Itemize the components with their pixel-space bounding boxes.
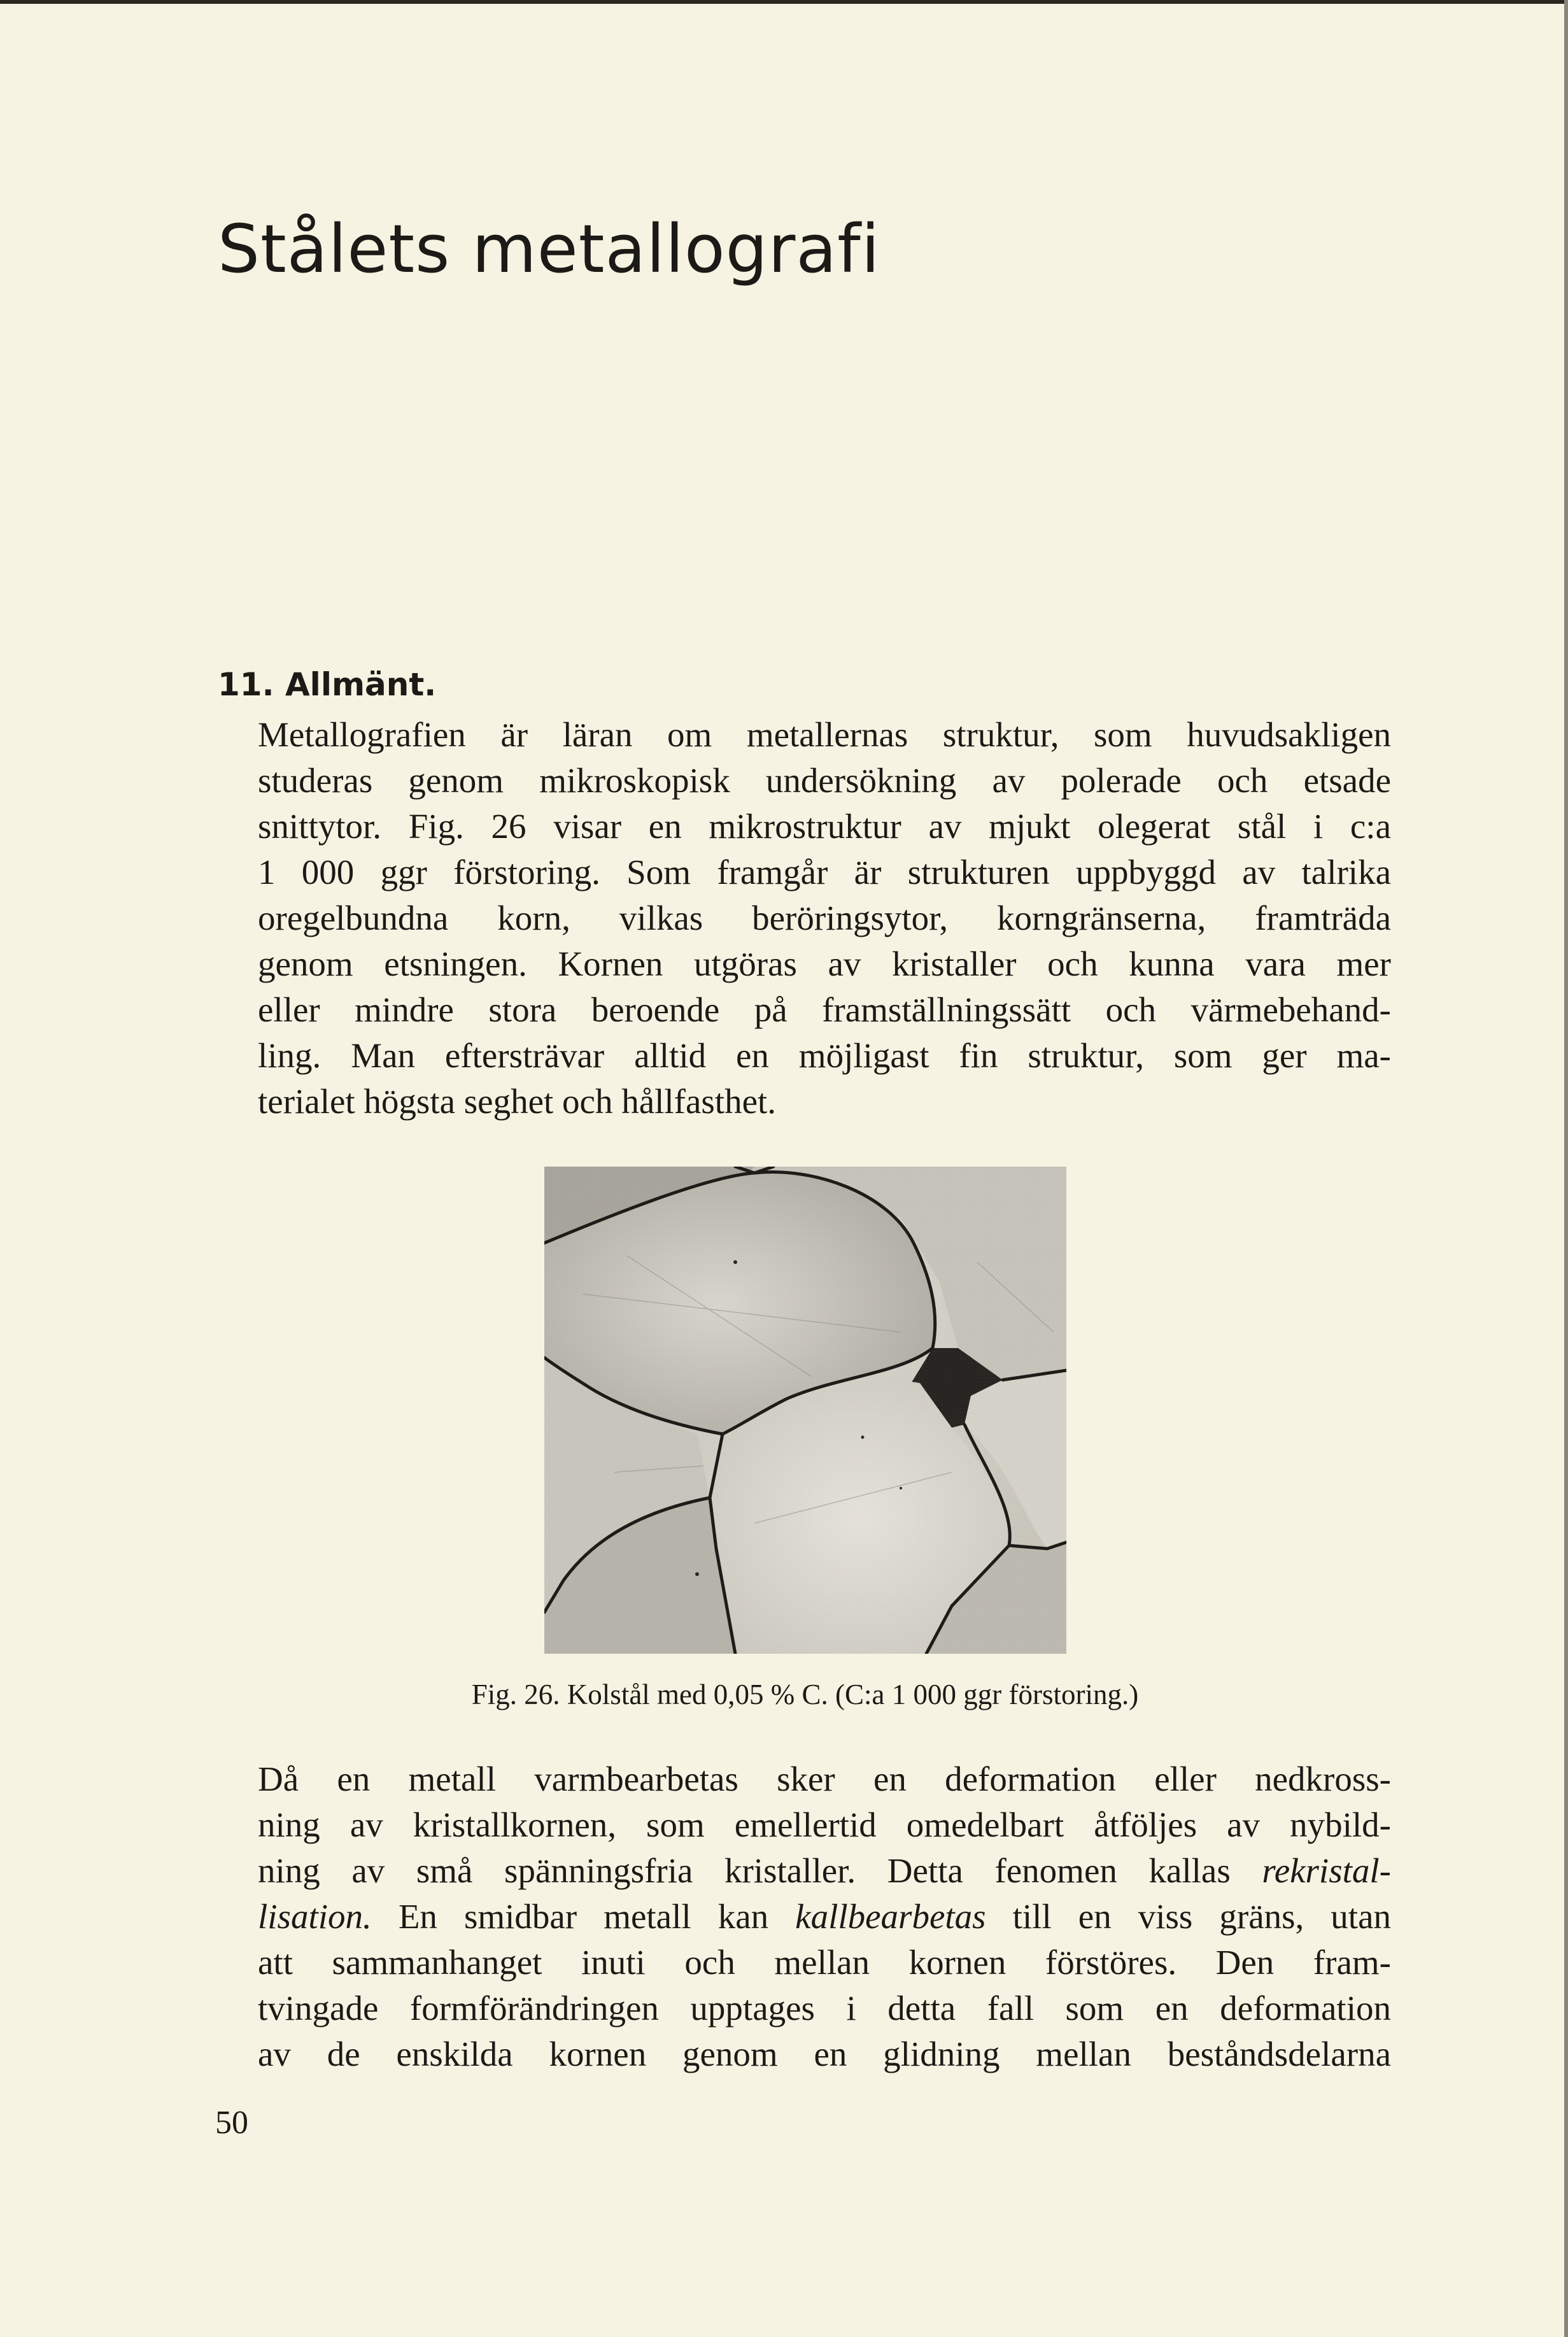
paragraph-line: 1 000 ggr förstoring. Som framgår är strukturen uppbyggd av talrika bbox=[258, 853, 1391, 891]
paragraph-line: ning av kristallkornen, som emellertid omedelbart åtföljes av nybild- bbox=[258, 1805, 1391, 1844]
text-run: ning av små spänningsfria kristaller. Detta fenomen kallas bbox=[258, 1851, 1262, 1890]
paragraph-line: Då en metall varmbearbetas sker en deformation eller nedkross- bbox=[258, 1759, 1391, 1798]
paragraph-line: snittytor. Fig. 26 visar en mikrostruktur av mjukt olegerat stål i c:a bbox=[258, 807, 1391, 846]
section-heading: 11. Allmänt. bbox=[218, 666, 437, 703]
emphasis-term: rekristal- bbox=[1262, 1851, 1391, 1890]
text-run: En smidbar metall kan bbox=[371, 1897, 796, 1936]
paragraph-line: att sammanhanget inuti och mellan kornen förstöres. Den fram- bbox=[258, 1943, 1391, 1982]
paragraph-line: tvingade formförändringen upptages i detta fall som en deformation bbox=[258, 1989, 1391, 2028]
paragraph-line: eller mindre stora beroende på framställningssätt och värmebehand- bbox=[258, 990, 1391, 1029]
text-run: till en viss gräns, utan bbox=[985, 1897, 1391, 1936]
paragraph-line: Metallografien är läran om metallernas struktur, som huvudsakligen bbox=[258, 715, 1391, 754]
paragraph-line bbox=[258, 1894, 1391, 1940]
emphasis-term: kallbearbetas bbox=[795, 1897, 986, 1936]
page-edge bbox=[0, 0, 1568, 4]
paragraph-line bbox=[258, 1848, 1391, 1894]
paragraph-line: genom etsningen. Kornen utgöras av kristaller och kunna vara mer bbox=[258, 944, 1391, 983]
paragraph-line: ling. Man eftersträvar alltid en möjligast fin struktur, som ger ma- bbox=[258, 1036, 1391, 1075]
micrograph-image bbox=[544, 1167, 1066, 1654]
paragraph-line: av de enskilda kornen genom en glidning mellan beståndsdelarna bbox=[258, 2035, 1391, 2073]
micrograph-figure bbox=[544, 1167, 1066, 1654]
paragraph-line: oregelbundna korn, vilkas beröringsytor, korngränserna, framträda bbox=[258, 899, 1391, 937]
paragraph-recrystallisation bbox=[258, 1756, 1391, 2077]
chapter-title: Stålets metallografi bbox=[218, 210, 880, 288]
paragraph-line: terialet högsta seghet och hållfasthet. bbox=[258, 1082, 777, 1121]
figure-caption: Fig. 26. Kolstål med 0,05 % C. (C:a 1 000 ggr förstoring.) bbox=[471, 1679, 1139, 1710]
emphasis-term: lisation. bbox=[258, 1897, 372, 1936]
paragraph-line: studeras genom mikroskopisk undersökning av polerade och etsade bbox=[258, 761, 1391, 800]
page-edge-right bbox=[1564, 0, 1568, 2337]
section-paragraph bbox=[258, 712, 1391, 1125]
page-number: 50 bbox=[215, 2105, 248, 2141]
